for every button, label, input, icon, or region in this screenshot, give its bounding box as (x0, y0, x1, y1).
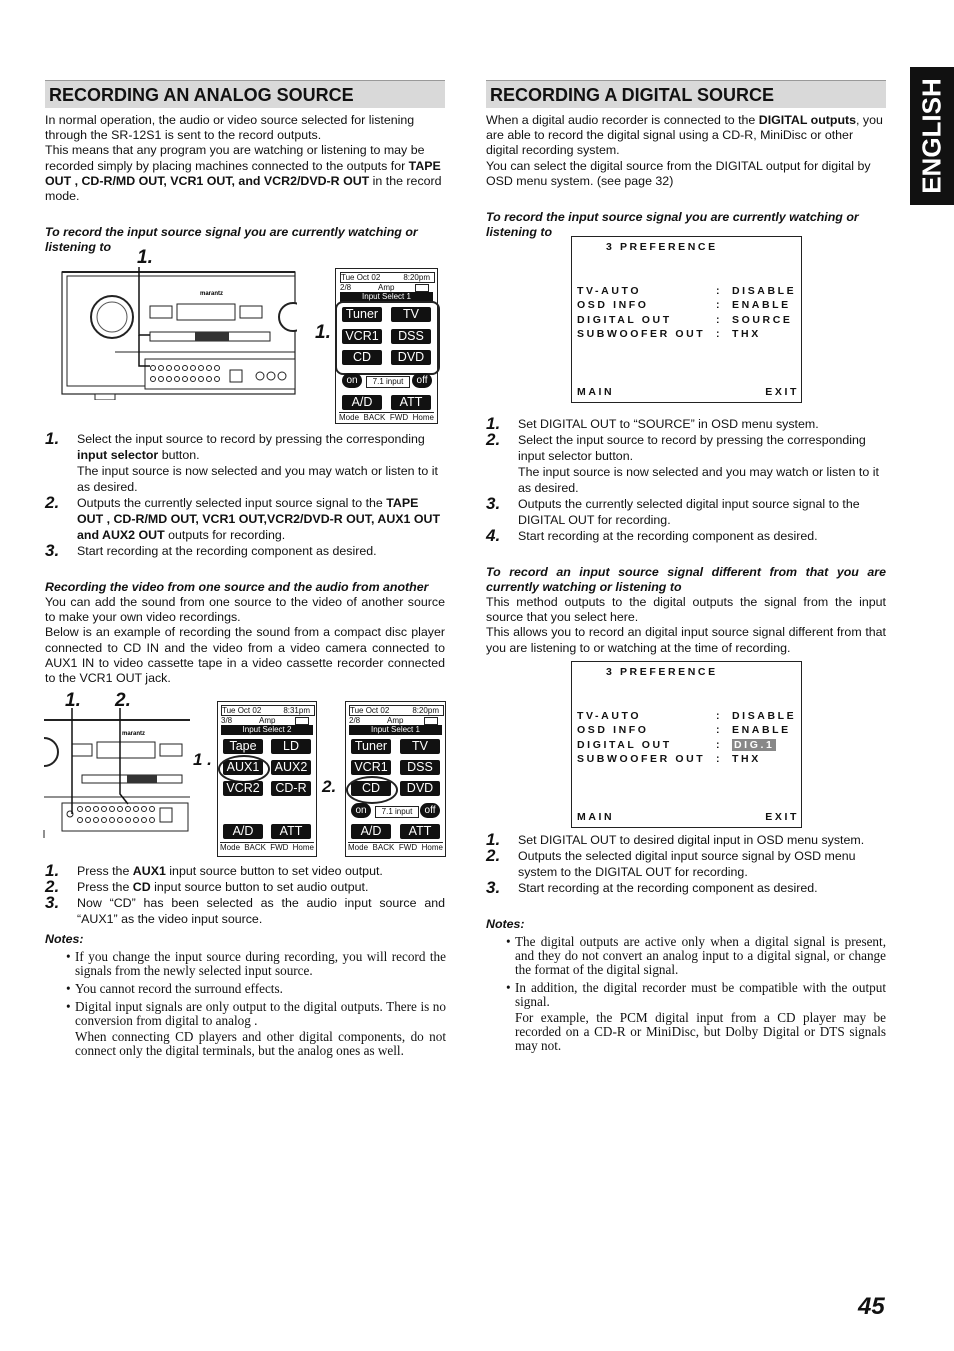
step-number: 4. (486, 526, 501, 545)
step-item (486, 528, 886, 544)
remote1-bottom-bar (339, 412, 434, 423)
intro-para-1: In normal operation, the audio or video source selected for listening through the SR-12S1 is sent to the record outputs. (45, 113, 415, 143)
cd-button[interactable]: CD (342, 350, 382, 365)
osd2-main: MAIN (577, 811, 615, 823)
mode-tab[interactable]: Mode (348, 843, 369, 852)
aux2-button[interactable]: AUX2 (271, 760, 311, 775)
osd-menu-1 (571, 236, 802, 403)
digital-para-2-text: This method outputs to the digital outputs the signal from the input source that you select here. (486, 595, 886, 625)
osd2-val-osd-info: ENABLE (732, 724, 791, 736)
on-button[interactable]: on (342, 373, 362, 388)
remote2-channel: 3/8 (221, 716, 233, 725)
remote3-date: Tue Oct 02 (350, 706, 390, 715)
remote1-channel: 2/8 (340, 283, 352, 292)
osd2-exit: EXIT (765, 811, 799, 823)
digital-subhead-1: To record the input source signal you are currently watching or listening to (486, 210, 859, 239)
step-text-pre: Select the input source to record by pressing the corresponding (77, 432, 425, 446)
note-continuation: For example, the PCM digital input from a CD player may be recorded on a CD-R or MiniDisc, but Dolby Digital or DTS signals may not. (515, 1010, 886, 1053)
step-text-pre: Outputs the currently selected input source signal to the (77, 496, 387, 510)
battery-icon (415, 284, 429, 292)
att-button[interactable]: ATT (400, 824, 440, 839)
note-item: • If you change the input source during recording, you will record the signals from the newly selected input source. (66, 950, 446, 978)
step-number: 3. (486, 878, 501, 897)
section-heading-digital: RECORDING A DIGITAL SOURCE (486, 80, 886, 108)
step-number: 3. (45, 893, 60, 912)
osd1-colon: : (716, 328, 723, 340)
vcr1-button[interactable]: VCR1 (342, 329, 382, 344)
att-button[interactable]: ATT (391, 395, 431, 410)
step-text-post: input source button to set video output. (165, 864, 383, 878)
step-text-pre: Select the input source to record by pressing the corresponding input selector button. (518, 433, 866, 463)
tv-button[interactable]: TV (391, 307, 431, 322)
remote3-input-bar: Input Select 1 (349, 725, 442, 735)
intro-bold: TAPE OUT , CD-R/MD OUT, VCR1 OUT, and VCR2/DVD-R OUT (45, 158, 441, 188)
remote1-time: 8:20pm (403, 273, 430, 282)
intro-text: This means that any program you are watching or listening to may be recorded simply by placing machines connected to the outputs for (45, 143, 425, 173)
osd2-title: 3 PREFERENCE (606, 666, 718, 678)
remote3-channel: 2/8 (349, 716, 361, 725)
osd1-key-subwoofer-out: SUBWOOFER OUT (577, 328, 706, 340)
fwd-tab[interactable]: FWD (270, 843, 289, 852)
home-tab[interactable]: Home (412, 413, 434, 422)
fig2-callout-r2: 2. (322, 777, 337, 796)
receiver-front-panel-figure-2 (42, 690, 192, 838)
digital-intro (486, 113, 886, 189)
step-item (486, 496, 886, 528)
step-text: Set DIGITAL OUT to “SOURCE” in OSD menu system. (518, 417, 819, 431)
step-text-post: input source button to set audio output. (150, 880, 369, 894)
osd2-key-digital-out: DIGITAL OUT (577, 739, 672, 751)
step-text-bold: input selector (77, 448, 159, 462)
remote2-status (221, 705, 315, 716)
cd-highlight-circle (346, 776, 398, 804)
osd-menu-2 (571, 661, 802, 828)
osd2-val-tv-auto: DISABLE (732, 710, 797, 722)
home-tab[interactable]: Home (421, 843, 443, 852)
fwd-tab[interactable]: FWD (398, 843, 418, 852)
tuner-button[interactable]: Tuner (351, 739, 391, 754)
step-item (45, 879, 445, 895)
receiver-front-panel-figure-1 (55, 262, 297, 400)
off-button[interactable]: off (412, 373, 432, 388)
back-tab[interactable]: BACK (244, 843, 267, 852)
remote3-time: 8:20pm (412, 706, 439, 715)
step-text (77, 879, 445, 895)
step-text-post: button. (158, 448, 200, 462)
intro-para-2 (45, 143, 445, 204)
osd1-colon: : (716, 299, 723, 311)
step-text: Outputs the selected digital input source signal by OSD menu system to the DIGITAL OUT for recording. (518, 849, 856, 879)
step-item (45, 543, 445, 559)
step-text-extra: The input source is now selected and you may watch or listen to it as desired. (518, 465, 879, 495)
step-text: Start recording at the recording component as desired. (77, 544, 377, 558)
step-number: 3. (486, 494, 501, 513)
note-item: • You cannot record the surround effects. (66, 982, 446, 996)
step-text: Start recording at the recording component as desired. (518, 881, 818, 895)
remote2-bottom-bar (220, 842, 314, 853)
digital-steps-1 (486, 416, 886, 544)
step-number: 1. (486, 414, 501, 433)
step-item (45, 431, 445, 495)
remote2-mode: Amp (259, 716, 276, 725)
fig2-callout-1: 1. (65, 690, 81, 711)
digital-steps-2 (486, 832, 886, 896)
step-text (77, 431, 445, 495)
analog-intro (45, 113, 445, 204)
on-button[interactable]: on (351, 803, 371, 818)
remote2-date: Tue Oct 02 (222, 706, 262, 715)
dss-button[interactable]: DSS (391, 329, 431, 344)
step-number: 2. (486, 846, 501, 865)
step-text (518, 432, 886, 496)
off-button[interactable]: off (420, 803, 440, 818)
remote3-mid-label: 7.1 input (375, 806, 419, 818)
step-text (77, 495, 445, 543)
remote1-mid-label: 7.1 input (366, 376, 410, 388)
remote-screen-1 (335, 268, 438, 424)
analog-subhead-1: To record the input source signal you are currently watching or listening to (45, 225, 418, 254)
ad-button[interactable]: A/D (351, 824, 391, 839)
vcr1-button[interactable]: VCR1 (351, 760, 391, 775)
step-text-bold: TAPE OUT , CD-R/MD OUT, VCR1 OUT,VCR2/DVD-R OUT, AUX1 OUT and AUX2 OUT (77, 496, 441, 542)
remote1-date: Tue Oct 02 (341, 273, 381, 282)
fig2-callout-2: 2. (115, 690, 131, 711)
step-number: 1. (486, 830, 501, 849)
step-text-pre: Press the (77, 864, 133, 878)
osd2-colon: : (716, 739, 723, 751)
digital-intro-para-2: You can select the digital source from the DIGITAL output for digital by OSD menu system. (see page 32) (486, 158, 871, 188)
osd2-key-osd-info: OSD INFO (577, 724, 649, 736)
vcr2-button[interactable]: VCR2 (223, 781, 263, 796)
osd1-val-tv-auto: DISABLE (732, 285, 797, 297)
analog-subhead-2: Recording the video from one source and the audio from another (45, 580, 429, 594)
step-number: 3. (45, 541, 60, 560)
receiver-brand-2: marantz (122, 731, 146, 737)
receiver-brand-1: marantz (200, 291, 224, 297)
osd1-title: 3 PREFERENCE (606, 241, 718, 253)
remote3-mode: Amp (387, 716, 404, 725)
step-item (45, 895, 445, 927)
language-tab (910, 67, 954, 205)
back-tab[interactable]: BACK (363, 413, 386, 422)
step-text: Now “CD” has been selected as the audio input source and “AUX1” as the video input source. (77, 896, 445, 926)
step-text-extra: The input source is now selected and you may watch or listen to it as desired. (77, 464, 438, 494)
digital-para-3-text: This allows you to record an digital input source signal different from that you are listening to or watching at the time of recording. (486, 625, 886, 655)
osd1-val-digital-out: SOURCE (732, 314, 793, 326)
note-item: • The digital outputs are active only when a digital signal is present, and they do not convert an analog input to a digital signal, or change the format of the digital signal. (506, 935, 886, 977)
digital-intro-post: , you are able to record the digital signal using a CD-R, MiniDisc or other digital recording system. (486, 113, 883, 158)
analog-para-3-text: Below is an example of recording the sound from a compact disc player connected to CD IN and the video from a video camera connected to AUX1 IN to video cassette tape in a video cassette recorder connected to the VCR1 OUT jack. (45, 625, 445, 686)
analog-steps-2 (45, 863, 445, 927)
remote-screen-3 (345, 701, 446, 857)
step-item (45, 863, 445, 879)
osd1-val-osd-info: ENABLE (732, 299, 791, 311)
ad-button[interactable]: A/D (342, 395, 382, 410)
step-item (486, 432, 886, 496)
section-heading-analog: RECORDING AN ANALOG SOURCE (45, 80, 445, 108)
step-text: Outputs the currently selected digital input source signal to the DIGITAL OUT for recording. (518, 497, 860, 527)
dvd-button[interactable]: DVD (391, 350, 431, 365)
osd2-key-subwoofer-out: SUBWOOFER OUT (577, 753, 706, 765)
osd2-val-digital-out-highlighted: DIG.1 (734, 739, 775, 751)
step-item (486, 848, 886, 880)
step-text: Set DIGITAL OUT to desired digital input in OSD menu system. (518, 833, 865, 847)
remote1-status (340, 272, 435, 283)
osd1-key-digital-out: DIGITAL OUT (577, 314, 672, 326)
digital-intro-para-1 (486, 113, 886, 159)
digital-subhead-2: To record an input source signal different from that you are currently watching or listening to (486, 565, 886, 594)
note-continuation: When connecting CD players and other digital components, do not connect only the digital terminals, but the analog ones as well. (75, 1029, 446, 1058)
osd2-val-subwoofer-out: THX (732, 753, 761, 765)
step-text (77, 863, 445, 879)
osd2-colon: : (716, 710, 723, 722)
digital-notes-label: Notes: (486, 917, 525, 931)
step-text-bold: AUX1 (132, 864, 166, 878)
step-number: 2. (45, 493, 60, 512)
osd2-colon: : (716, 753, 723, 765)
step-number: 2. (486, 430, 501, 449)
cd-r-button[interactable]: CD-R (271, 781, 311, 796)
ad-button[interactable]: A/D (223, 824, 263, 839)
fwd-tab[interactable]: FWD (389, 413, 409, 422)
analog-steps-1 (45, 431, 445, 559)
digital-intro-pre: When a digital audio recorder is connected to the (486, 113, 759, 127)
osd1-val-subwoofer-out: THX (732, 328, 761, 340)
note-item: • Digital input signals are only output to the digital outputs. There is no conversion from digital to analog . (66, 1000, 446, 1028)
digital-para-2 (486, 595, 886, 656)
remote1-input-bar: Input Select 1 (340, 292, 433, 302)
digital-notes (506, 935, 886, 1053)
mode-tab[interactable]: Mode (220, 843, 241, 852)
analog-notes (66, 950, 446, 1058)
step-item (486, 880, 886, 896)
osd1-key-tv-auto: TV-AUTO (577, 285, 642, 297)
step-number: 2. (45, 877, 60, 896)
remote3-bottom-bar (348, 842, 443, 853)
dss-button[interactable]: DSS (400, 760, 440, 775)
step-item (486, 416, 886, 432)
analog-para-2 (45, 595, 445, 686)
fig2-callout-r1: 1 . (193, 750, 212, 769)
battery-icon (295, 717, 309, 725)
tv-button[interactable]: TV (400, 739, 440, 754)
ld-button[interactable]: LD (271, 739, 311, 754)
osd1-colon: : (716, 285, 723, 297)
step-number: 1. (45, 861, 60, 880)
step-text-post: outputs for recording. (164, 528, 286, 542)
osd1-main: MAIN (577, 386, 615, 398)
tape-button[interactable]: Tape (223, 739, 263, 754)
fig1-callout-b: 1. (315, 322, 331, 343)
analog-para-2-text: You can add the sound from one source to the video of another source to make your own video recordings. (45, 595, 445, 625)
home-tab[interactable]: Home (292, 843, 314, 852)
remote1-mode: Amp (378, 283, 395, 292)
osd2-key-tv-auto: TV-AUTO (577, 710, 642, 722)
aux1-button[interactable]: AUX1 (223, 760, 263, 775)
intro-text-end: in the record mode. (45, 173, 442, 204)
remote2-input-bar: Input Select 2 (221, 725, 313, 735)
fig1-callout-a: 1. (137, 247, 153, 268)
analog-notes-label: Notes: (45, 932, 84, 946)
step-item (45, 495, 445, 543)
osd1-colon: : (716, 314, 723, 326)
att-button[interactable]: ATT (271, 824, 311, 839)
aux1-highlight-circle (218, 755, 270, 783)
remote2-time: 8:31pm (283, 706, 310, 715)
page-number: 45 (858, 1293, 885, 1320)
mode-tab[interactable]: Mode (339, 413, 360, 422)
cd-button[interactable]: CD (351, 781, 391, 796)
osd1-exit: EXIT (765, 386, 799, 398)
language-tab-label: ENGLISH (916, 78, 947, 194)
step-text: Start recording at the recording component as desired. (518, 529, 818, 543)
osd2-colon: : (716, 724, 723, 736)
battery-icon (424, 717, 438, 725)
dvd-button[interactable]: DVD (400, 781, 440, 796)
step-item (486, 832, 886, 848)
step-number: 1. (45, 429, 60, 448)
step-text-pre: Press the (77, 880, 133, 894)
step-text-bold: CD (132, 880, 151, 894)
digital-intro-bold: DIGITAL outputs (758, 113, 857, 127)
note-item: • In addition, the digital recorder must be compatible with the output signal. (506, 981, 886, 1009)
remote3-status (349, 705, 444, 716)
osd1-key-osd-info: OSD INFO (577, 299, 649, 311)
tuner-button[interactable]: Tuner (342, 307, 382, 322)
remote-screen-2 (217, 701, 317, 857)
back-tab[interactable]: BACK (372, 843, 395, 852)
